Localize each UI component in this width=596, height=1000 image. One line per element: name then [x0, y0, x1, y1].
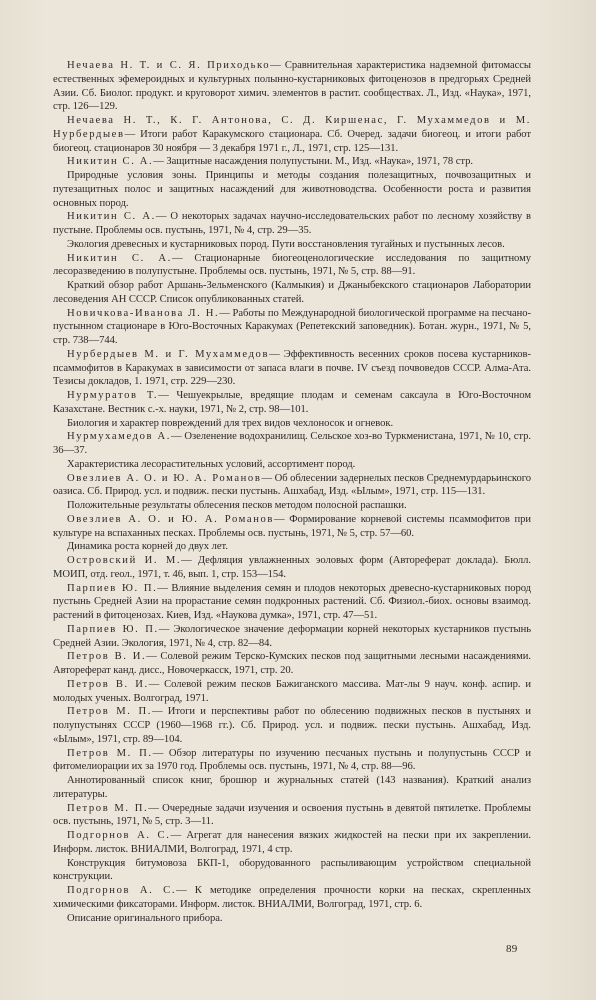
entry-text: — Агрегат для нанесения вязких жидкостей на пески при их закреплении. Информ. листок. ВНИАЛМИ, Волгоград, 1971, 4 стр. — [53, 830, 531, 855]
entry-text: — Об облесении задернелых песков Среднемурдарьинского оазиса. Сб. Природ. усл. и подвиж. пески пустынь. Ашхабад, Изд. «Ылым», 1971, стр. 115—131. — [53, 472, 531, 498]
entry-author: Подгорнов А. С. — [67, 830, 171, 841]
entry-author: Парпиев Ю. П. — [67, 582, 158, 594]
bibliography-entry — [53, 155, 531, 169]
bibliography-entry — [53, 650, 531, 678]
entry-text: — Итоги и перспективы работ по облесению подвижных песков в пустынях и полупустынях СССР (1960—1968 гг.). Сб. Природ. усл. и подвиж. пески пустынь. Ашхабад, Изд. «Ылым», 1971, стр. 89—104. — [53, 706, 531, 745]
bibliography-entry — [53, 210, 531, 238]
entry-author: Нурмуратов Т. — [67, 390, 159, 401]
bibliography-entry — [53, 348, 531, 389]
entry-author: Нечаева Н. Т., К. Г. Антонова, С. Д. Киршенас, Г. Мухаммедов и М. Нурбердыев — [53, 115, 531, 140]
entry-author: Парпиев Ю. П. — [67, 623, 159, 635]
entry-author: Подгорнов А. С. — [67, 885, 177, 896]
entry-annotation: Характеристика лесорастительных условий, ассортимент пород. — [67, 458, 356, 470]
entry-text: — Очередные задачи изучения и освоения пустынь в девятой пятилетке. Проблемы осв. пустынь, 1971, № 5, стр. 3—11. — [53, 802, 531, 828]
entry-text: — Итоги работ Каракумского стационара. Сб. Очеред. задачи биогеоц. и итоги работ биогеоц. стационаров 30 ноября — 3 декабря 1971 г., Л., 1971, стр. 125—131. — [53, 128, 531, 154]
bibliography-entry — [53, 389, 531, 417]
bibliography-entry — [53, 705, 531, 746]
bibliography-entry — [53, 802, 531, 830]
bibliography-entry — [53, 554, 531, 582]
entry-annotation: Природные условия зоны. Принципы и методы создания полезащитных, почвозащитных и путезащитных полос и защитных насаждений для животноводства. Особенности роста и развития основных пород. — [53, 170, 531, 209]
bibliography-entry — [53, 747, 531, 775]
entry-text: — О некоторых задачах научно-исследовательских работ по лесному хозяйству в пустыне. Проблемы осв. пустынь, 1971, № 4, стр. 29—35. — [53, 211, 531, 236]
entry-text: — Озеленение водохранилищ. Сельское хоз-во Туркменистана, 1971, № 10, стр. 36—37. — [53, 431, 531, 456]
entry-author: Петров М. П. — [67, 706, 152, 718]
entry-text: — Влияние выделения семян и плодов некоторых древесно-кустарниковых пород пустынь Средней Азии на прорастание семян подкронных растений. Сб. Физиол.-биох. основы взаимод. растений в фитоценозах. Киев, Изд. «Наукова думка», 1971, стр. 47—51. — [53, 582, 532, 621]
entry-annotation: Аннотированный список книг, брошюр и журнальных статей (143 названия). Краткий анализ литературы. — [53, 775, 531, 800]
entry-text: — Дефляция увлажненных эоловых форм (Автореферат доклада). Бюлл. МОИП, отд. геол., 1971, т. 46, вып. 1, стр. 153—154. — [53, 555, 531, 580]
page-number: 89 — [506, 943, 518, 955]
bibliography-entry — [53, 513, 531, 541]
entry-author: Петров М. П. — [67, 747, 153, 759]
bibliography-entry — [53, 59, 531, 114]
bibliography-entry — [53, 114, 531, 155]
entry-annotation: Описание оригинального прибора. — [67, 912, 223, 924]
entry-annotation: Экология древесных и кустарниковых пород. Пути восстановления тугайных и пустынных лесов. — [67, 238, 505, 250]
entry-author: Нурмухамедов А. — [67, 431, 172, 443]
entry-text: — Работы по Международной биологической программе на песчано-пустынном стационаре в Юго-Восточных Каракумах (Репетекский заповедник). Ботан. журн., 1971, № 5, стр. 738—744. — [53, 307, 531, 346]
entry-annotation: Динамика роста корней до двух лет. — [67, 541, 228, 553]
entry-author: Нечаева Н. Т. и С. Я. Приходько — [67, 60, 271, 71]
entry-author: Новичкова-Иванова Л. Н. — [67, 307, 220, 319]
bibliography-entry — [53, 582, 531, 623]
bibliography-entry — [53, 430, 531, 458]
entry-author: Никитин С. А. — [67, 156, 154, 168]
entry-text: — Эффективность весенних сроков посева кустарников-псаммофитов в Каракумах в зависимости от запаса влаги в почве. IV съезд почвоведов СССР. Алма-Ата. Тезисы докладов, 1. 1971, стр. 229—230. — [53, 348, 531, 388]
entry-text: — Сравнительная характеристика надземной фитомассы естественных эфемероидных и культурных полынно-кустарниковых фитоценозов в предгорьях Средней Азии. Сб. Биолог. продукт. и круговорот химич. элементов в растит. сообществах. Л., Изд. «Наука», 1971, стр. 126—129. — [53, 60, 531, 113]
entry-text: — Экологическое значение деформации корней некоторых кустарников пустынь Средней Азии. Экология, 1971, № 4, стр. 82—84. — [53, 623, 532, 649]
bibliography-entry — [53, 252, 531, 280]
entry-author: Никитин С. А. — [67, 211, 156, 223]
entry-text: — К методике определения прочности корки на песках, скрепленных химическими фиксаторами. Информ. листок. ВНИАЛМИ, Волгоград, 1971, стр. 6. — [53, 885, 531, 910]
entry-text: — Чешуекрылые, вредящие плодам и семенам саксаула в Юго-Восточном Казахстане. Вестник с.-х. науки, 1971, № 2, стр. 98—101. — [53, 390, 531, 415]
entry-author: Овезлиев А. О. и Ю. А. Романов — [67, 472, 262, 484]
bibliography-entry — [53, 623, 531, 651]
entry-author: Петров В. И. — [67, 678, 149, 690]
entry-text: — Солевой режим Терско-Кумских песков под защитными лесными насаждениями. Автореферат канд. дисс., Новочеркасск, 1971, стр. 20. — [53, 651, 531, 676]
entry-text: — Стационарные биогеоценологические исследования по защитному лесоразведению в полупустыне. Проблемы осв. пустынь, 1971, № 5, стр. 88—91. — [53, 252, 532, 278]
bibliography-list — [53, 59, 531, 925]
bibliography-entry — [53, 472, 531, 500]
entry-annotation: Краткий обзор работ Аршань-Зельменского (Калмыкия) и Джаныбекского стационаров Лаборатории лесоведения АН СССР. Список опубликованных статей. — [53, 280, 531, 305]
bibliography-entry — [53, 307, 531, 348]
entry-author: Петров М. П. — [67, 802, 149, 814]
entry-author: Овезлиев А. О. и Ю. А. Романов — [67, 513, 274, 525]
bibliography-entry — [53, 884, 531, 912]
entry-author: Островский И. М. — [67, 555, 182, 566]
bibliography-entry — [53, 678, 531, 706]
entry-annotation: Биология и характер повреждений для трех видов чехлоносок и огневок. — [67, 417, 394, 429]
entry-author: Петров В. И. — [67, 651, 147, 663]
entry-text: — Обзор литературы по изучению песчаных пустынь и полупустынь СССР и фитомелиорации их за 1970 год. Проблемы осв. пустынь, 1971, № 4, стр. 88—96. — [53, 747, 531, 773]
entry-text: — Защитные насаждения полупустыни. М., Изд. «Наука», 1971, 78 стр. — [153, 156, 473, 168]
entry-annotation: Конструкция битумовоза БКП-1, оборудованного распыливающим устройством специальной конструкции. — [53, 857, 531, 883]
entry-text: — Формирование корневой системы псаммофитов при культуре на вспаханных песках. Проблемы осв. пустынь, 1971, № 5, стр. 57—60. — [53, 513, 531, 539]
bibliography-entry — [53, 829, 531, 857]
entry-annotation: Положительные результаты облесения песков методом полосной распашки. — [67, 500, 407, 511]
entry-author: Нурбердыев М. и Г. Мухаммедов — [67, 348, 270, 360]
entry-author: Никитин С. А. — [67, 252, 172, 264]
entry-text: — Солевой режим песков Бажиганского массива. Мат-лы 9 науч. конф. аспир. и молодых ученых. Волгоград, 1971. — [53, 678, 531, 704]
